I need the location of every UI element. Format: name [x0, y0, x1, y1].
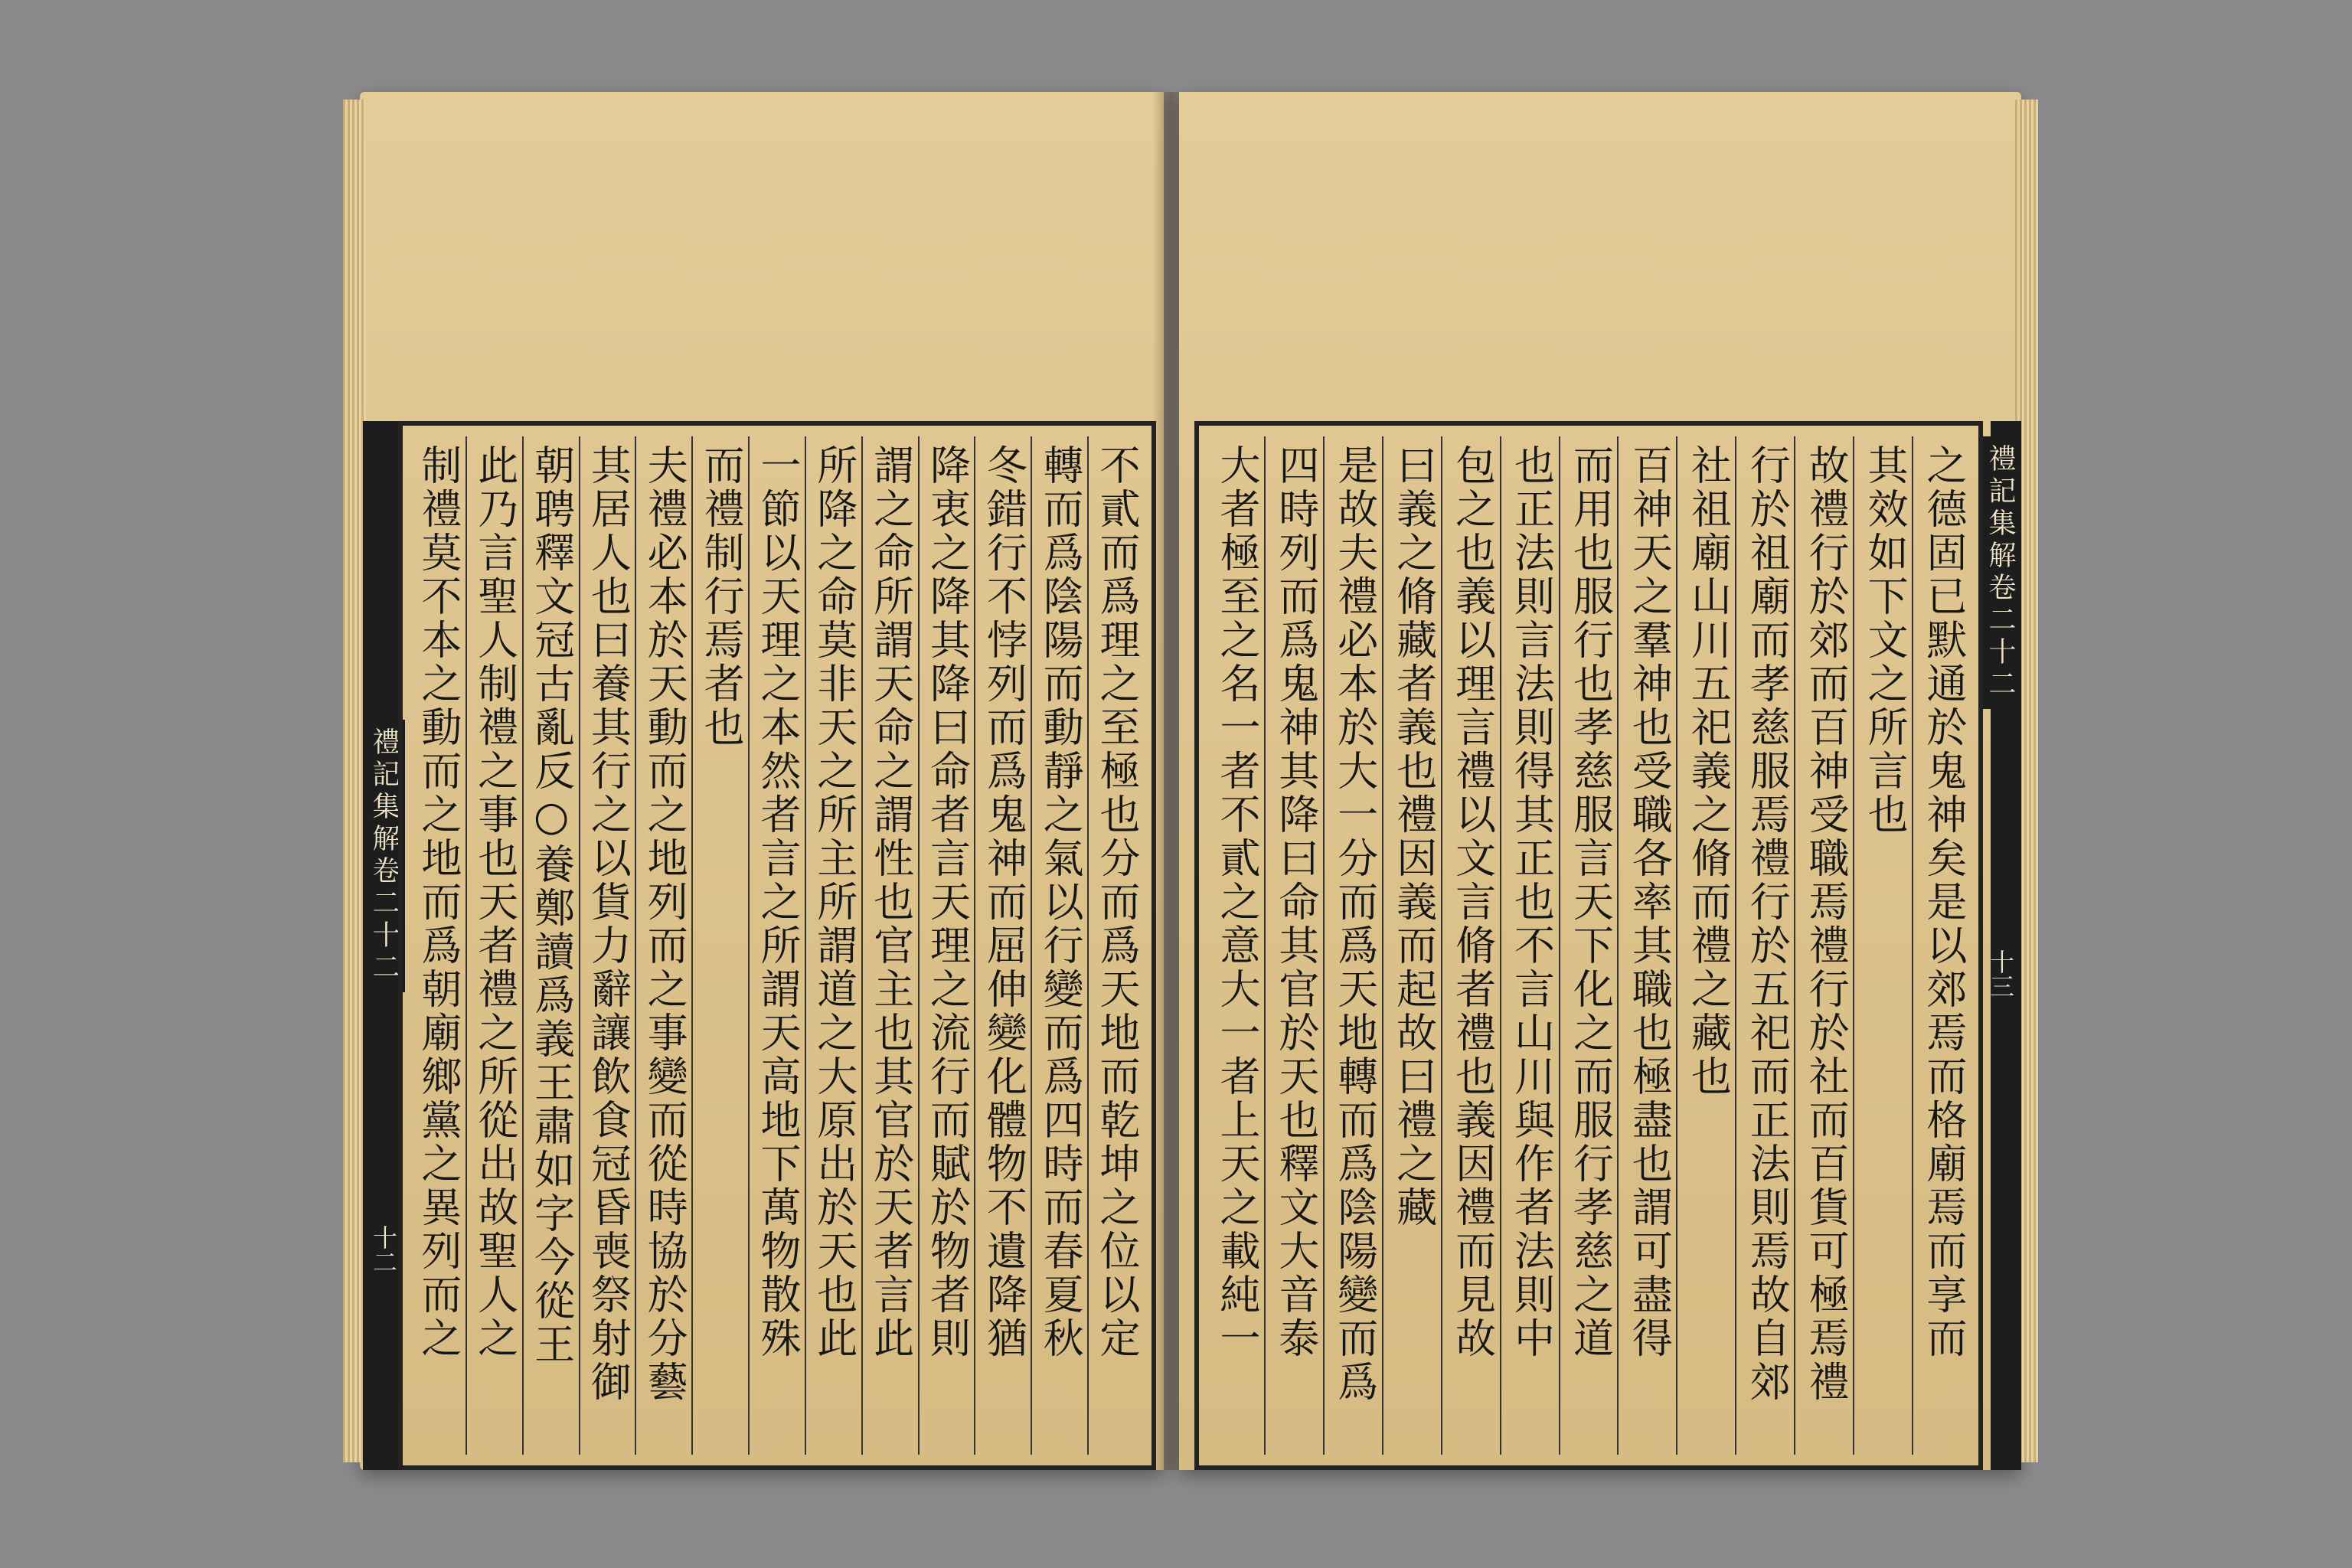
text-column: 降衷之降其降曰命者言天理之流行而賦於物者則: [918, 436, 975, 1455]
text-column: 也正法則言法則得其正也不言山川與作者法則中: [1500, 436, 1559, 1455]
open-book: [360, 92, 2021, 1485]
text-column: 其居人也曰養其行之以貨力辭讓飲食冠昏喪祭射御: [579, 436, 635, 1455]
text-column: 謂之命所謂天命之謂性也官主也其官於天者言此: [861, 436, 918, 1455]
text-frame: [398, 421, 1156, 1470]
text-column: 夫禮必本於天動而之地列而之事變而從時協於分藝: [635, 436, 691, 1455]
left-page: [360, 92, 1164, 1470]
text-columns: [1207, 436, 1971, 1455]
text-column: 故禮行於郊而百神受職焉禮行於社而百貨可極焉禮: [1794, 436, 1853, 1455]
spine-title: 禮記集解卷二十二: [1979, 436, 2021, 709]
spine-title: 禮記集解卷二十二: [363, 720, 405, 992]
text-columns: [410, 436, 1144, 1455]
page-number: 十二: [369, 1225, 398, 1274]
text-column: 之德固已默通於鬼神矣是以郊焉而格廟焉而享而: [1912, 436, 1971, 1455]
text-column: 朝聘釋文冠古亂反○養鄭讀爲義王肅如字今從王: [522, 436, 579, 1455]
text-column: 一節以天理之本然者言之所謂天高地下萬物散殊: [748, 436, 805, 1455]
text-column: 行於祖廟而孝慈服焉禮行於五祀而正法則焉故自郊: [1735, 436, 1794, 1455]
text-column: 四時列而爲鬼神其降曰命其官於天也釋文大音泰: [1264, 436, 1323, 1455]
text-column: 此乃言聖人制禮之事也天者禮之所從出故聖人之: [466, 436, 522, 1455]
text-column: 其效如下文之所言也: [1853, 436, 1912, 1455]
text-column: 社祖廟山川五祀義之脩而禮之藏也: [1676, 436, 1735, 1455]
text-column: 是故夫禮必本於大一分而爲天地轉而爲陰陽變而爲: [1323, 436, 1382, 1455]
text-column: 而禮制行焉者也: [691, 436, 748, 1455]
page-number: 十三: [1986, 949, 2015, 998]
right-page: [1179, 92, 2021, 1470]
text-column: 百神天之羣神也受職各率其職也極盡也謂可盡得: [1617, 436, 1676, 1455]
text-column: 而用也服行也孝慈服言天下化之而服行孝慈之道: [1559, 436, 1618, 1455]
text-column: 制禮莫不本之動而之地而爲朝廟鄉黨之異列而之: [414, 444, 462, 1361]
text-column: 大者極至之名一者不貳之意大一者上天之載純一: [1213, 444, 1260, 1361]
text-column: 包之也義以理言禮以文言脩者禮也義因禮而見故: [1441, 436, 1500, 1455]
text-column: 轉而爲陰陽而動靜之氣以行變而爲四時而春夏秋: [1031, 436, 1087, 1455]
text-column: 曰義之脩藏者義也禮因義而起故曰禮之藏: [1382, 436, 1441, 1455]
text-column: 不貳而爲理之至極也分而爲天地而乾坤之位以定: [1087, 436, 1144, 1455]
text-column: 所降之命莫非天之所主所謂道之大原出於天也此: [805, 436, 861, 1455]
text-column: 冬錯行不悖列而爲鬼神而屈伸變化體物不遺降猶: [974, 436, 1031, 1455]
text-frame: [1194, 421, 1983, 1470]
